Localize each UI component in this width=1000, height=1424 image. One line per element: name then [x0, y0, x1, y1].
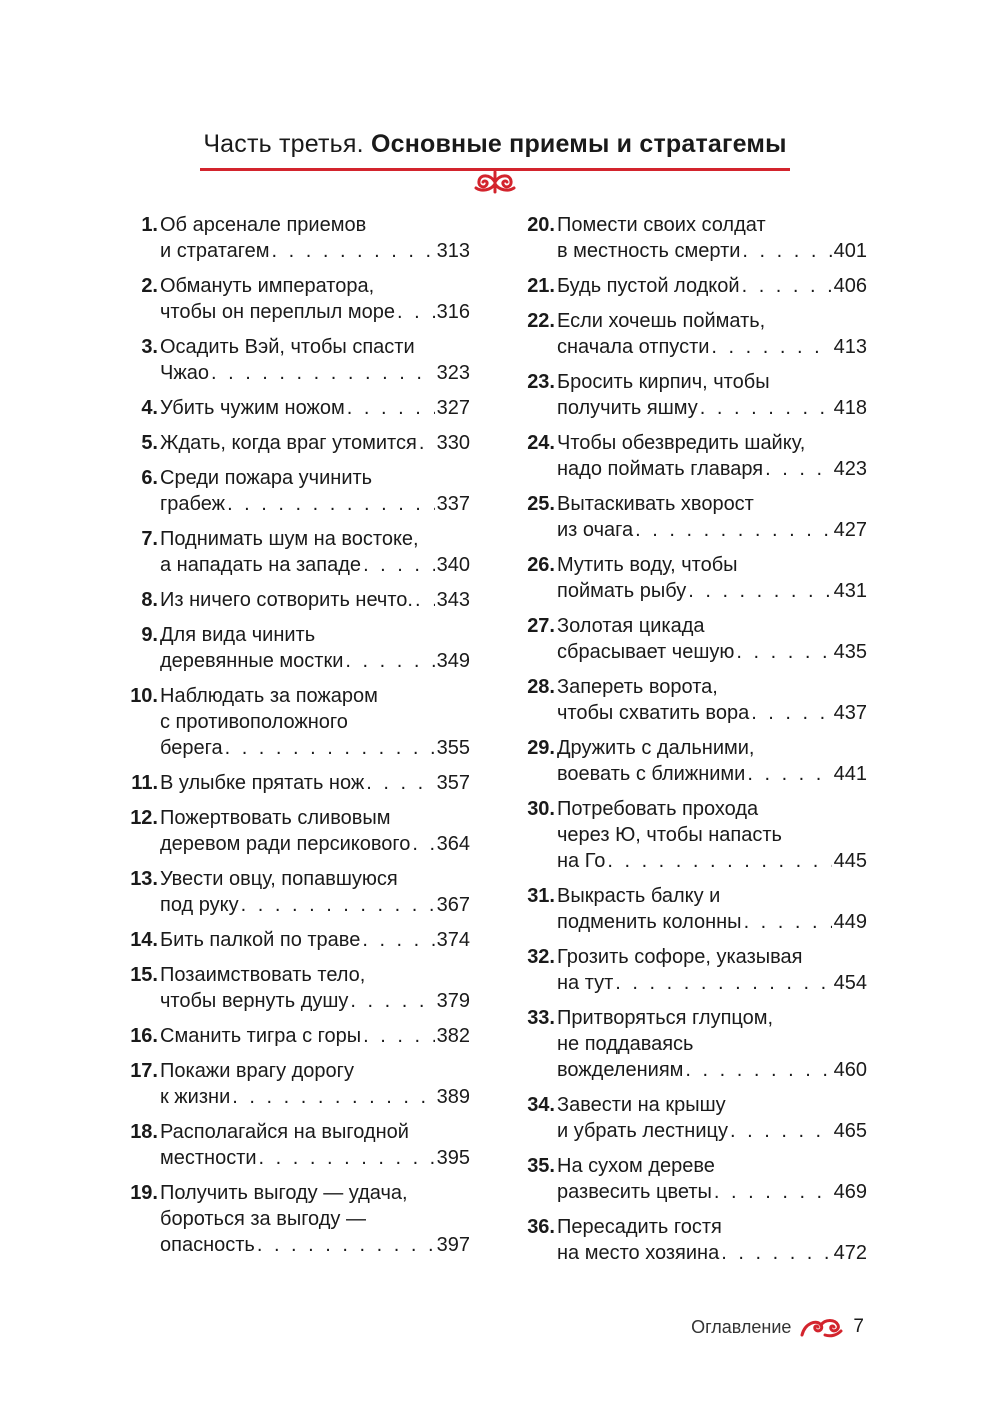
entry-number: 32.	[527, 946, 555, 968]
entry-last-line	[557, 273, 867, 299]
entry-number: 34.	[527, 1094, 555, 1116]
toc-entry	[118, 334, 470, 386]
entry-last-line	[160, 1145, 470, 1171]
entry-title-line: вожделениям	[557, 1059, 684, 1081]
entry-title-line: Для вида чинить	[160, 624, 316, 646]
entry-last-line	[160, 238, 470, 264]
dot-leader	[415, 587, 435, 613]
dot-leader	[744, 909, 832, 935]
toc-entry	[515, 491, 867, 543]
entry-title	[555, 1092, 867, 1144]
entry-page-number: 427	[833, 519, 867, 541]
dot-leader	[257, 1232, 435, 1258]
entry-page-number: 382	[436, 1025, 470, 1047]
toc-entry	[118, 962, 470, 1014]
part-label: Часть третья.	[203, 130, 364, 158]
entry-title-line: В улыбке прятать нож	[160, 772, 365, 794]
toc-entry	[515, 430, 867, 482]
dot-leader	[227, 491, 435, 517]
toc-entry	[118, 866, 470, 918]
entry-number: 30.	[527, 798, 555, 820]
entry-page-number: 401	[833, 240, 867, 262]
entry-number: 4.	[141, 397, 158, 419]
entry-title	[555, 430, 867, 482]
dot-leader	[714, 1179, 832, 1205]
entry-last-line	[557, 1118, 867, 1144]
entry-title-line: Поднимать шум на востоке,	[160, 528, 419, 550]
dot-leader	[765, 456, 832, 482]
entry-title-line: опасность	[160, 1234, 255, 1256]
entry-title	[158, 962, 470, 1014]
entry-title	[555, 491, 867, 543]
entry-number: 18.	[130, 1121, 158, 1143]
entry-title-line: Среди пожара учинить	[160, 467, 373, 489]
toc-entry	[515, 1153, 867, 1205]
entry-title-line: чтобы схватить вора	[557, 702, 750, 724]
entry-title-line: Осадить Вэй, чтобы спасти	[160, 336, 415, 358]
entry-page-number: 343	[436, 589, 470, 611]
entry-title	[555, 369, 867, 421]
entry-title-line: Увести овцу, попавшуюся	[160, 868, 398, 890]
footer-section-label: Оглавление	[691, 1316, 792, 1337]
entry-last-line	[557, 700, 867, 726]
entry-title-line: Обмануть императора,	[160, 275, 375, 297]
entry-last-line	[160, 1023, 470, 1049]
dot-leader	[271, 238, 434, 264]
entry-title	[158, 927, 470, 953]
entry-number: 29.	[527, 737, 555, 759]
entry-number: 23.	[527, 371, 555, 393]
toc-entry	[515, 1092, 867, 1144]
entry-title	[555, 674, 867, 726]
entry-title	[555, 1153, 867, 1205]
dot-leader	[751, 700, 831, 726]
entry-title-line: через Ю, чтобы напасть	[557, 824, 782, 846]
entry-number: 14.	[130, 929, 158, 951]
entry-title-line: Получить выгоду — удача,	[160, 1182, 408, 1204]
entry-title-line: на тут	[557, 972, 614, 994]
toc-entry	[515, 369, 867, 421]
toc-entry	[515, 552, 867, 604]
entry-page-number: 406	[833, 275, 867, 297]
entry-number: 33.	[527, 1007, 555, 1029]
toc-entry	[515, 212, 867, 264]
toc-entry	[118, 273, 470, 325]
entry-title-line: местности	[160, 1147, 257, 1169]
dot-leader	[363, 1023, 434, 1049]
entry-title	[555, 1214, 867, 1266]
entry-title-line: Вытаскивать хворост	[557, 493, 754, 515]
toc-entry	[118, 430, 470, 456]
entry-number: 24.	[527, 432, 555, 454]
toc-entry	[515, 1005, 867, 1083]
entry-title	[555, 552, 867, 604]
entry-title-line: и стратагем	[160, 240, 270, 262]
entry-title-line: деревянные мостки	[160, 650, 344, 672]
entry-last-line	[557, 1240, 867, 1266]
entry-page-number: 316	[436, 301, 470, 323]
entry-title-line: Выкрасть балку и	[557, 885, 721, 907]
dot-leader	[685, 1057, 831, 1083]
entry-number: 1.	[141, 214, 158, 236]
entry-page-number: 357	[436, 772, 470, 794]
entry-number: 31.	[527, 885, 555, 907]
dot-leader	[742, 238, 831, 264]
toc-entry	[515, 674, 867, 726]
entry-title-line: Чжао	[160, 362, 209, 384]
dot-leader	[635, 517, 832, 543]
entry-title-line: Если хочешь поймать,	[557, 310, 766, 332]
entry-page-number: 374	[436, 929, 470, 951]
dot-leader	[742, 273, 832, 299]
entry-number: 28.	[527, 676, 555, 698]
toc-entry	[118, 526, 470, 578]
dot-leader	[225, 735, 435, 761]
entry-number: 5.	[141, 432, 158, 454]
entry-title	[158, 526, 470, 578]
dot-leader	[688, 578, 831, 604]
entry-title-line: Мутить воду, чтобы	[557, 554, 738, 576]
entry-title-line: получить яшму	[557, 397, 698, 419]
entry-title-line: Грозить софоре, указывая	[557, 946, 803, 968]
entry-last-line	[160, 360, 470, 386]
entry-title-line: Запереть ворота,	[557, 676, 718, 698]
entry-last-line	[160, 770, 470, 796]
toc-entry	[118, 1180, 470, 1258]
entry-page-number: 395	[436, 1147, 470, 1169]
entry-last-line	[557, 578, 867, 604]
entry-title-line: сначала отпусти	[557, 336, 710, 358]
entry-title-line: сбрасывает чешую	[557, 641, 735, 663]
entry-title	[158, 770, 470, 796]
entry-number: 19.	[130, 1182, 158, 1204]
toc-entry	[515, 308, 867, 360]
dot-leader	[412, 831, 434, 857]
entry-title	[158, 334, 470, 386]
entry-number: 15.	[130, 964, 158, 986]
entry-last-line	[160, 648, 470, 674]
dot-leader	[397, 299, 435, 325]
toc-left-column	[118, 212, 470, 1267]
entry-last-line	[557, 1057, 867, 1083]
entry-number: 3.	[141, 336, 158, 358]
entry-title	[158, 805, 470, 857]
entry-page-number: 349	[436, 650, 470, 672]
dot-leader	[607, 848, 831, 874]
entry-title-line: подменить колонны	[557, 911, 742, 933]
entry-title	[158, 866, 470, 918]
entry-page-number: 367	[436, 894, 470, 916]
entry-title-line: Помести своих солдат	[557, 214, 766, 236]
dot-leader	[347, 395, 435, 421]
toc-entry	[118, 587, 470, 613]
entry-title	[158, 273, 470, 325]
entry-title	[555, 273, 867, 299]
toc-entry	[118, 770, 470, 796]
toc-entry	[118, 212, 470, 264]
toc-entry	[118, 622, 470, 674]
entry-title-line: Пожертвовать сливовым	[160, 807, 391, 829]
entry-title-line: Потребовать прохода	[557, 798, 759, 820]
entry-page-number: 389	[436, 1086, 470, 1108]
entry-number: 11.	[131, 772, 158, 794]
dot-leader	[363, 552, 435, 578]
entry-title-line: Покажи врагу дорогу	[160, 1060, 354, 1082]
entry-title-line: Пересадить гостя	[557, 1216, 722, 1238]
entry-title	[158, 1058, 470, 1110]
toc-entry	[515, 273, 867, 299]
entry-number: 7.	[141, 528, 158, 550]
entry-page-number: 445	[833, 850, 867, 872]
toc-entry	[515, 944, 867, 996]
entry-number: 26.	[527, 554, 555, 576]
entry-number: 8.	[141, 589, 158, 611]
entry-number: 12.	[130, 807, 158, 829]
entry-last-line	[160, 299, 470, 325]
entry-title-line: в местность смерти	[557, 240, 741, 262]
entry-title-line: поймать рыбу	[557, 580, 687, 602]
toc-entry	[515, 735, 867, 787]
entry-title-line: воевать с ближними	[557, 763, 746, 785]
entry-last-line	[557, 238, 867, 264]
page-number: 7	[853, 1316, 864, 1337]
entry-page-number: 449	[833, 911, 867, 933]
entry-title-line: на Го	[557, 850, 606, 872]
entry-last-line	[160, 1084, 470, 1110]
entry-title-line: и убрать лестницу	[557, 1120, 728, 1142]
entry-title-line: Из ничего сотворить нечто.	[160, 589, 413, 611]
dot-leader	[241, 892, 435, 918]
entry-title-line: Дружить с дальними,	[557, 737, 755, 759]
entry-title	[555, 212, 867, 264]
entry-number: 16.	[130, 1025, 158, 1047]
entry-page-number: 327	[436, 397, 470, 419]
entry-last-line	[160, 430, 470, 456]
entry-title-line: надо поймать главаря	[557, 458, 764, 480]
part-title: Основные приемы и стратагемы	[370, 130, 787, 158]
page-footer	[691, 1315, 864, 1339]
entry-title-line: Убить чужим ножом	[160, 397, 345, 419]
entry-number: 21.	[527, 275, 555, 297]
dot-leader	[345, 648, 434, 674]
toc-entry	[118, 465, 470, 517]
entry-title-line: Бросить кирпич, чтобы	[557, 371, 770, 393]
entry-title-line: чтобы он переплыл море	[160, 301, 396, 323]
entry-number: 35.	[527, 1155, 555, 1177]
entry-title	[158, 430, 470, 456]
entry-page-number: 379	[436, 990, 470, 1012]
entry-last-line	[160, 552, 470, 578]
entry-title	[555, 796, 867, 874]
entry-last-line	[160, 831, 470, 857]
toc-right-column	[515, 212, 867, 1275]
entry-title-line: Позаимствовать тело,	[160, 964, 366, 986]
entry-last-line	[160, 988, 470, 1014]
entry-page-number: 437	[833, 702, 867, 724]
entry-page-number: 465	[833, 1120, 867, 1142]
entry-title	[158, 212, 470, 264]
entry-number: 10.	[130, 685, 158, 707]
entry-title-line: не поддаваясь	[557, 1033, 694, 1055]
entry-number: 17.	[130, 1060, 158, 1082]
dot-leader	[721, 1240, 831, 1266]
page-title	[200, 126, 790, 162]
entry-page-number: 330	[436, 432, 470, 454]
entry-title	[158, 1180, 470, 1258]
entry-title-line: а нападать на западе	[160, 554, 362, 576]
dot-leader	[736, 639, 831, 665]
entry-last-line	[160, 1232, 470, 1258]
entry-title-line: Будь пустой лодкой	[557, 275, 740, 297]
entry-page-number: 340	[436, 554, 470, 576]
entry-number: 22.	[527, 310, 555, 332]
entry-page-number: 337	[436, 493, 470, 515]
entry-title-line: к жизни	[160, 1086, 231, 1108]
entry-title-line: под руку	[160, 894, 239, 916]
red-swirl-ornament-icon	[470, 170, 520, 194]
entry-number: 25.	[527, 493, 555, 515]
entry-number: 13.	[130, 868, 158, 890]
entry-page-number: 418	[833, 397, 867, 419]
dot-leader	[211, 360, 435, 386]
entry-last-line	[557, 970, 867, 996]
red-swirl-icon	[799, 1315, 843, 1339]
entry-page-number: 472	[833, 1242, 867, 1264]
dot-leader	[711, 334, 831, 360]
dot-leader	[419, 430, 435, 456]
entry-title-line: Бить палкой по траве	[160, 929, 361, 951]
entry-title-line: чтобы вернуть душу	[160, 990, 349, 1012]
toc-entry	[118, 395, 470, 421]
entry-title	[158, 395, 470, 421]
toc-entry	[515, 613, 867, 665]
dot-leader	[362, 927, 434, 953]
entry-title-line: Завести на крышу	[557, 1094, 726, 1116]
dot-leader	[730, 1118, 832, 1144]
entry-last-line	[160, 395, 470, 421]
entry-title-line: из очага	[557, 519, 634, 541]
entry-title-line: Чтобы обезвредить шайку,	[557, 432, 806, 454]
entry-title	[158, 465, 470, 517]
entry-page-number: 435	[833, 641, 867, 663]
entry-page-number: 441	[833, 763, 867, 785]
dot-leader	[259, 1145, 435, 1171]
entry-number: 36.	[527, 1216, 555, 1238]
dot-leader	[350, 988, 434, 1014]
entry-title-line: Золотая цикада	[557, 615, 705, 637]
entry-title-line: На сухом дереве	[557, 1155, 715, 1177]
entry-title	[158, 683, 470, 761]
entry-page-number: 364	[436, 833, 470, 855]
entry-last-line	[160, 491, 470, 517]
toc-entry	[515, 1214, 867, 1266]
entry-page-number: 454	[833, 972, 867, 994]
entry-title-line: бороться за выгоду —	[160, 1208, 366, 1230]
entry-title-line: Ждать, когда враг утомится	[160, 432, 417, 454]
entry-number: 6.	[141, 467, 158, 489]
entry-last-line	[557, 517, 867, 543]
entry-last-line	[160, 735, 470, 761]
entry-title-line: Притворяться глупцом,	[557, 1007, 774, 1029]
entry-number: 20.	[527, 214, 555, 236]
entry-title-line: на место хозяина	[557, 1242, 720, 1264]
dot-leader	[366, 770, 434, 796]
entry-title-line: Об арсенале приемов	[160, 214, 367, 236]
entry-page-number: 355	[436, 737, 470, 759]
entry-title-line: деревом ради персикового	[160, 833, 411, 855]
entry-title-line: Наблюдать за пожаром	[160, 685, 378, 707]
entry-title	[555, 613, 867, 665]
entry-number: 9.	[141, 624, 158, 646]
entry-title	[555, 944, 867, 996]
dot-leader	[700, 395, 832, 421]
entry-page-number: 431	[833, 580, 867, 602]
entry-last-line	[160, 587, 470, 613]
entry-title-line: с противоположного	[160, 711, 348, 733]
entry-title-line: грабеж	[160, 493, 226, 515]
toc-entry	[118, 1119, 470, 1171]
entry-title-line: берега	[160, 737, 223, 759]
toc-entry	[118, 1058, 470, 1110]
entry-page-number: 397	[436, 1234, 470, 1256]
entry-title-line: развесить цветы	[557, 1181, 712, 1203]
entry-last-line	[557, 909, 867, 935]
entry-title-line: Располагайся на выгодной	[160, 1121, 409, 1143]
part-heading	[200, 126, 790, 162]
entry-page-number: 423	[833, 458, 867, 480]
entry-title	[158, 587, 470, 613]
entry-last-line	[557, 456, 867, 482]
toc-entry	[515, 796, 867, 874]
toc-entry	[118, 1023, 470, 1049]
entry-last-line	[557, 334, 867, 360]
entry-page-number: 313	[436, 240, 470, 262]
entry-last-line	[160, 927, 470, 953]
toc-entry	[515, 883, 867, 935]
dot-leader	[615, 970, 831, 996]
dot-leader	[232, 1084, 434, 1110]
entry-title	[555, 1005, 867, 1083]
entry-number: 2.	[141, 275, 158, 297]
entry-last-line	[557, 848, 867, 874]
toc-entry	[118, 683, 470, 761]
entry-page-number: 413	[833, 336, 867, 358]
entry-title	[158, 622, 470, 674]
entry-page-number: 469	[833, 1181, 867, 1203]
entry-page-number: 460	[833, 1059, 867, 1081]
entry-title	[555, 735, 867, 787]
entry-title	[158, 1023, 470, 1049]
entry-last-line	[557, 395, 867, 421]
entry-last-line	[160, 892, 470, 918]
toc-entry	[118, 805, 470, 857]
entry-title	[158, 1119, 470, 1171]
entry-title	[555, 883, 867, 935]
entry-number: 27.	[527, 615, 555, 637]
dot-leader	[747, 761, 831, 787]
entry-title	[555, 308, 867, 360]
entry-title-line: Сманить тигра с горы	[160, 1025, 362, 1047]
entry-page-number: 323	[436, 362, 470, 384]
entry-last-line	[557, 1179, 867, 1205]
entry-last-line	[557, 761, 867, 787]
toc-entry	[118, 927, 470, 953]
entry-last-line	[557, 639, 867, 665]
